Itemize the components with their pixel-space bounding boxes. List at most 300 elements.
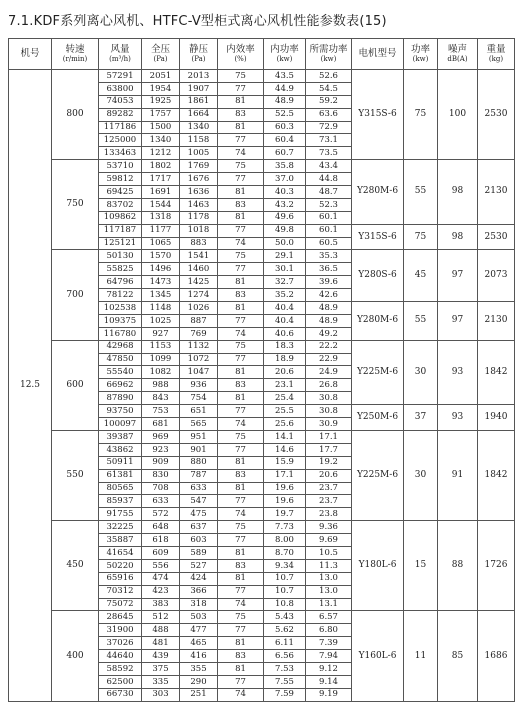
airflow-cell: 133463 xyxy=(99,147,142,160)
motor-model-cell: Y280M-6 xyxy=(352,302,404,341)
required-power-cell: 6.80 xyxy=(306,624,352,637)
internal-power-cell: 25.5 xyxy=(264,405,306,418)
header-label: 静压 xyxy=(188,43,208,55)
total-pressure-cell: 1691 xyxy=(142,186,180,199)
total-pressure-cell: 512 xyxy=(142,611,180,624)
total-pressure-cell: 423 xyxy=(142,585,180,598)
motor-noise-cell: 97 xyxy=(438,250,478,302)
airflow-cell: 87890 xyxy=(99,392,142,405)
internal-power-cell: 43.5 xyxy=(264,70,306,83)
airflow-cell: 63800 xyxy=(99,82,142,95)
total-pressure-cell: 681 xyxy=(142,418,180,431)
total-pressure-cell: 927 xyxy=(142,327,180,340)
motor-weight-cell: 2530 xyxy=(478,224,515,250)
required-power-cell: 59.2 xyxy=(306,95,352,108)
static-pressure-cell: 754 xyxy=(180,392,218,405)
total-pressure-cell: 1570 xyxy=(142,250,180,263)
airflow-cell: 55825 xyxy=(99,263,142,276)
internal-power-cell: 14.1 xyxy=(264,430,306,443)
motor-model-cell: Y315S-6 xyxy=(352,70,404,160)
internal-power-cell: 49.6 xyxy=(264,211,306,224)
motor-power-cell: 75 xyxy=(404,224,438,250)
efficiency-cell: 77 xyxy=(218,314,264,327)
internal-power-cell: 17.1 xyxy=(264,469,306,482)
header-unit: (r/min) xyxy=(62,55,88,64)
table-row xyxy=(9,521,515,534)
efficiency-cell: 74 xyxy=(218,237,264,250)
motor-noise-cell: 98 xyxy=(438,224,478,250)
required-power-cell: 9.19 xyxy=(306,688,352,701)
header-label: 功率 xyxy=(410,43,430,55)
total-pressure-cell: 375 xyxy=(142,662,180,675)
header-speed xyxy=(52,39,99,70)
total-pressure-cell: 988 xyxy=(142,379,180,392)
required-power-cell: 63.6 xyxy=(306,108,352,121)
total-pressure-cell: 481 xyxy=(142,637,180,650)
internal-power-cell: 25.4 xyxy=(264,392,306,405)
static-pressure-cell: 769 xyxy=(180,327,218,340)
table-row xyxy=(9,430,515,443)
motor-power-cell: 37 xyxy=(404,405,438,431)
efficiency-cell: 77 xyxy=(218,173,264,186)
efficiency-cell: 81 xyxy=(218,366,264,379)
internal-power-cell: 30.1 xyxy=(264,263,306,276)
required-power-cell: 24.9 xyxy=(306,366,352,379)
airflow-cell: 78122 xyxy=(99,289,142,302)
required-power-cell: 22.2 xyxy=(306,340,352,353)
motor-power-cell: 45 xyxy=(404,250,438,302)
internal-power-cell: 18.3 xyxy=(264,340,306,353)
internal-power-cell: 10.7 xyxy=(264,572,306,585)
motor-weight-cell: 2130 xyxy=(478,160,515,224)
efficiency-cell: 75 xyxy=(218,70,264,83)
efficiency-cell: 74 xyxy=(218,688,264,701)
static-pressure-cell: 424 xyxy=(180,572,218,585)
required-power-cell: 13.1 xyxy=(306,598,352,611)
efficiency-cell: 81 xyxy=(218,546,264,559)
static-pressure-cell: 465 xyxy=(180,637,218,650)
internal-power-cell: 40.4 xyxy=(264,302,306,315)
internal-power-cell: 6.11 xyxy=(264,637,306,650)
motor-weight-cell: 2073 xyxy=(478,250,515,302)
internal-power-cell: 35.2 xyxy=(264,289,306,302)
total-pressure-cell: 648 xyxy=(142,521,180,534)
header-label: 机号 xyxy=(20,48,40,60)
table-body xyxy=(9,70,515,702)
required-power-cell: 60.5 xyxy=(306,237,352,250)
total-pressure-cell: 335 xyxy=(142,675,180,688)
airflow-cell: 66962 xyxy=(99,379,142,392)
airflow-cell: 125000 xyxy=(99,134,142,147)
efficiency-cell: 77 xyxy=(218,353,264,366)
table-row xyxy=(9,340,515,353)
efficiency-cell: 77 xyxy=(218,82,264,95)
speed-cell: 450 xyxy=(52,521,99,611)
motor-noise-cell: 85 xyxy=(438,611,478,701)
motor-power-cell: 30 xyxy=(404,430,438,520)
internal-power-cell: 14.6 xyxy=(264,443,306,456)
motor-weight-cell: 1842 xyxy=(478,430,515,520)
required-power-cell: 26.8 xyxy=(306,379,352,392)
motor-model-cell: Y160L-6 xyxy=(352,611,404,701)
motor-model-cell: Y180L-6 xyxy=(352,521,404,611)
internal-power-cell: 35.8 xyxy=(264,160,306,173)
static-pressure-cell: 477 xyxy=(180,624,218,637)
internal-power-cell: 49.8 xyxy=(264,224,306,237)
efficiency-cell: 81 xyxy=(218,456,264,469)
internal-power-cell: 8.70 xyxy=(264,546,306,559)
efficiency-cell: 75 xyxy=(218,340,264,353)
internal-power-cell: 40.6 xyxy=(264,327,306,340)
static-pressure-cell: 1132 xyxy=(180,340,218,353)
internal-power-cell: 9.34 xyxy=(264,559,306,572)
required-power-cell: 48.9 xyxy=(306,302,352,315)
efficiency-cell: 74 xyxy=(218,508,264,521)
internal-power-cell: 7.73 xyxy=(264,521,306,534)
header-motor-power xyxy=(404,39,438,70)
required-power-cell: 9.14 xyxy=(306,675,352,688)
efficiency-cell: 83 xyxy=(218,379,264,392)
airflow-cell: 41654 xyxy=(99,546,142,559)
static-pressure-cell: 1664 xyxy=(180,108,218,121)
header-unit: (kw) xyxy=(412,55,429,64)
airflow-cell: 102538 xyxy=(99,302,142,315)
motor-noise-cell: 98 xyxy=(438,160,478,224)
internal-power-cell: 23.1 xyxy=(264,379,306,392)
total-pressure-cell: 1082 xyxy=(142,366,180,379)
efficiency-cell: 77 xyxy=(218,624,264,637)
required-power-cell: 9.36 xyxy=(306,521,352,534)
total-pressure-cell: 843 xyxy=(142,392,180,405)
static-pressure-cell: 1541 xyxy=(180,250,218,263)
airflow-cell: 75072 xyxy=(99,598,142,611)
total-pressure-cell: 303 xyxy=(142,688,180,701)
required-power-cell: 19.2 xyxy=(306,456,352,469)
required-power-cell: 9.69 xyxy=(306,534,352,547)
airflow-cell: 44640 xyxy=(99,650,142,663)
total-pressure-cell: 1148 xyxy=(142,302,180,315)
total-pressure-cell: 1925 xyxy=(142,95,180,108)
total-pressure-cell: 1473 xyxy=(142,276,180,289)
internal-power-cell: 19.7 xyxy=(264,508,306,521)
efficiency-cell: 81 xyxy=(218,211,264,224)
internal-power-cell: 43.2 xyxy=(264,198,306,211)
required-power-cell: 72.9 xyxy=(306,121,352,134)
efficiency-cell: 81 xyxy=(218,637,264,650)
static-pressure-cell: 1463 xyxy=(180,198,218,211)
efficiency-cell: 81 xyxy=(218,662,264,675)
performance-table xyxy=(8,38,515,702)
required-power-cell: 23.7 xyxy=(306,482,352,495)
header-unit: (m³/h) xyxy=(109,55,131,64)
efficiency-cell: 81 xyxy=(218,186,264,199)
airflow-cell: 47850 xyxy=(99,353,142,366)
header-motor-model xyxy=(352,39,404,70)
motor-noise-cell: 88 xyxy=(438,521,478,611)
motor-model-cell: Y280S-6 xyxy=(352,250,404,302)
airflow-cell: 43862 xyxy=(99,443,142,456)
efficiency-cell: 74 xyxy=(218,327,264,340)
airflow-cell: 64796 xyxy=(99,276,142,289)
airflow-cell: 117187 xyxy=(99,224,142,237)
total-pressure-cell: 1496 xyxy=(142,263,180,276)
static-pressure-cell: 951 xyxy=(180,430,218,443)
required-power-cell: 13.0 xyxy=(306,585,352,598)
static-pressure-cell: 1158 xyxy=(180,134,218,147)
total-pressure-cell: 474 xyxy=(142,572,180,585)
page-title: 7.1.KDF系列离心风机、HTFC-V型柜式离心风机性能参数表(15) xyxy=(8,14,387,29)
airflow-cell: 125121 xyxy=(99,237,142,250)
static-pressure-cell: 290 xyxy=(180,675,218,688)
required-power-cell: 23.8 xyxy=(306,508,352,521)
airflow-cell: 117186 xyxy=(99,121,142,134)
motor-weight-cell: 1940 xyxy=(478,405,515,431)
internal-power-cell: 48.9 xyxy=(264,95,306,108)
total-pressure-cell: 1500 xyxy=(142,121,180,134)
airflow-cell: 80565 xyxy=(99,482,142,495)
header-unit: (%) xyxy=(234,55,247,64)
static-pressure-cell: 637 xyxy=(180,521,218,534)
airflow-cell: 35887 xyxy=(99,534,142,547)
efficiency-cell: 77 xyxy=(218,534,264,547)
total-pressure-cell: 969 xyxy=(142,430,180,443)
internal-power-cell: 19.6 xyxy=(264,482,306,495)
airflow-cell: 42968 xyxy=(99,340,142,353)
header-label: 内效率 xyxy=(226,43,255,55)
airflow-cell: 53710 xyxy=(99,160,142,173)
internal-power-cell: 60.4 xyxy=(264,134,306,147)
static-pressure-cell: 1907 xyxy=(180,82,218,95)
internal-power-cell: 15.9 xyxy=(264,456,306,469)
internal-power-cell: 7.53 xyxy=(264,662,306,675)
total-pressure-cell: 1802 xyxy=(142,160,180,173)
header-unit: (Pa) xyxy=(153,55,168,64)
total-pressure-cell: 1954 xyxy=(142,82,180,95)
header-unit: dB(A) xyxy=(447,55,468,64)
motor-power-cell: 55 xyxy=(404,160,438,224)
airflow-cell: 50911 xyxy=(99,456,142,469)
static-pressure-cell: 416 xyxy=(180,650,218,663)
motor-weight-cell: 1726 xyxy=(478,521,515,611)
motor-model-cell: Y250M-6 xyxy=(352,405,404,431)
motor-model-cell: Y225M-6 xyxy=(352,430,404,520)
efficiency-cell: 81 xyxy=(218,276,264,289)
airflow-cell: 69425 xyxy=(99,186,142,199)
total-pressure-cell: 708 xyxy=(142,482,180,495)
total-pressure-cell: 909 xyxy=(142,456,180,469)
airflow-cell: 83702 xyxy=(99,198,142,211)
header-machine-no xyxy=(9,39,52,70)
efficiency-cell: 83 xyxy=(218,469,264,482)
required-power-cell: 22.9 xyxy=(306,353,352,366)
table-row xyxy=(9,160,515,173)
static-pressure-cell: 651 xyxy=(180,405,218,418)
airflow-cell: 32225 xyxy=(99,521,142,534)
speed-cell: 750 xyxy=(52,160,99,250)
airflow-cell: 58592 xyxy=(99,662,142,675)
static-pressure-cell: 883 xyxy=(180,237,218,250)
required-power-cell: 30.8 xyxy=(306,405,352,418)
header-label: 转速 xyxy=(65,43,85,55)
internal-power-cell: 50.0 xyxy=(264,237,306,250)
static-pressure-cell: 936 xyxy=(180,379,218,392)
efficiency-cell: 81 xyxy=(218,302,264,315)
header-row xyxy=(9,39,515,70)
motor-power-cell: 15 xyxy=(404,521,438,611)
static-pressure-cell: 2013 xyxy=(180,70,218,83)
airflow-cell: 66730 xyxy=(99,688,142,701)
header-internal-power xyxy=(264,39,306,70)
static-pressure-cell: 589 xyxy=(180,546,218,559)
internal-power-cell: 20.6 xyxy=(264,366,306,379)
efficiency-cell: 83 xyxy=(218,198,264,211)
required-power-cell: 36.5 xyxy=(306,263,352,276)
static-pressure-cell: 1018 xyxy=(180,224,218,237)
airflow-cell: 59812 xyxy=(99,173,142,186)
efficiency-cell: 74 xyxy=(218,147,264,160)
airflow-cell: 91755 xyxy=(99,508,142,521)
required-power-cell: 39.6 xyxy=(306,276,352,289)
airflow-cell: 61381 xyxy=(99,469,142,482)
motor-model-cell: Y280M-6 xyxy=(352,160,404,224)
airflow-cell: 50130 xyxy=(99,250,142,263)
motor-power-cell: 75 xyxy=(404,70,438,160)
motor-noise-cell: 93 xyxy=(438,405,478,431)
static-pressure-cell: 887 xyxy=(180,314,218,327)
header-label: 噪声 xyxy=(447,43,467,55)
required-power-cell: 52.6 xyxy=(306,70,352,83)
airflow-cell: 74053 xyxy=(99,95,142,108)
static-pressure-cell: 633 xyxy=(180,482,218,495)
static-pressure-cell: 1460 xyxy=(180,263,218,276)
airflow-cell: 89282 xyxy=(99,108,142,121)
motor-model-cell: Y225M-6 xyxy=(352,340,404,404)
table-row xyxy=(9,611,515,624)
efficiency-cell: 83 xyxy=(218,289,264,302)
internal-power-cell: 60.7 xyxy=(264,147,306,160)
static-pressure-cell: 366 xyxy=(180,585,218,598)
airflow-cell: 57291 xyxy=(99,70,142,83)
required-power-cell: 10.5 xyxy=(306,546,352,559)
static-pressure-cell: 1047 xyxy=(180,366,218,379)
required-power-cell: 54.5 xyxy=(306,82,352,95)
static-pressure-cell: 1636 xyxy=(180,186,218,199)
efficiency-cell: 81 xyxy=(218,95,264,108)
static-pressure-cell: 1005 xyxy=(180,147,218,160)
airflow-cell: 65916 xyxy=(99,572,142,585)
efficiency-cell: 77 xyxy=(218,134,264,147)
required-power-cell: 13.0 xyxy=(306,572,352,585)
airflow-cell: 37026 xyxy=(99,637,142,650)
required-power-cell: 73.1 xyxy=(306,134,352,147)
motor-power-cell: 11 xyxy=(404,611,438,701)
required-power-cell: 52.3 xyxy=(306,198,352,211)
efficiency-cell: 77 xyxy=(218,224,264,237)
header-label: 全压 xyxy=(150,43,170,55)
header-unit: (Pa) xyxy=(191,55,206,64)
static-pressure-cell: 318 xyxy=(180,598,218,611)
airflow-cell: 31900 xyxy=(99,624,142,637)
machine-no-cell: 12.5 xyxy=(9,70,52,702)
required-power-cell: 7.94 xyxy=(306,650,352,663)
header-label: 风量 xyxy=(110,43,130,55)
required-power-cell: 30.9 xyxy=(306,418,352,431)
required-power-cell: 49.2 xyxy=(306,327,352,340)
required-power-cell: 48.9 xyxy=(306,314,352,327)
airflow-cell: 109862 xyxy=(99,211,142,224)
static-pressure-cell: 565 xyxy=(180,418,218,431)
total-pressure-cell: 753 xyxy=(142,405,180,418)
airflow-cell: 100097 xyxy=(99,418,142,431)
header-unit: (kw) xyxy=(276,55,293,64)
static-pressure-cell: 503 xyxy=(180,611,218,624)
total-pressure-cell: 1757 xyxy=(142,108,180,121)
header-total-pressure xyxy=(142,39,180,70)
motor-weight-cell: 1686 xyxy=(478,611,515,701)
total-pressure-cell: 488 xyxy=(142,624,180,637)
total-pressure-cell: 1025 xyxy=(142,314,180,327)
airflow-cell: 50220 xyxy=(99,559,142,572)
required-power-cell: 60.1 xyxy=(306,224,352,237)
internal-power-cell: 8.00 xyxy=(264,534,306,547)
internal-power-cell: 52.5 xyxy=(264,108,306,121)
header-required-power xyxy=(306,39,352,70)
static-pressure-cell: 1026 xyxy=(180,302,218,315)
efficiency-cell: 77 xyxy=(218,443,264,456)
internal-power-cell: 25.6 xyxy=(264,418,306,431)
required-power-cell: 17.7 xyxy=(306,443,352,456)
total-pressure-cell: 383 xyxy=(142,598,180,611)
efficiency-cell: 77 xyxy=(218,263,264,276)
airflow-cell: 70312 xyxy=(99,585,142,598)
efficiency-cell: 77 xyxy=(218,675,264,688)
internal-power-cell: 7.59 xyxy=(264,688,306,701)
total-pressure-cell: 1153 xyxy=(142,340,180,353)
motor-power-cell: 30 xyxy=(404,340,438,404)
required-power-cell: 9.12 xyxy=(306,662,352,675)
airflow-cell: 62500 xyxy=(99,675,142,688)
total-pressure-cell: 556 xyxy=(142,559,180,572)
airflow-cell: 55540 xyxy=(99,366,142,379)
motor-noise-cell: 93 xyxy=(438,340,478,404)
header-label: 电机型号 xyxy=(358,48,397,60)
total-pressure-cell: 1099 xyxy=(142,353,180,366)
efficiency-cell: 74 xyxy=(218,418,264,431)
total-pressure-cell: 1065 xyxy=(142,237,180,250)
efficiency-cell: 75 xyxy=(218,521,264,534)
airflow-cell: 85937 xyxy=(99,495,142,508)
header-weight xyxy=(478,39,515,70)
static-pressure-cell: 787 xyxy=(180,469,218,482)
motor-weight-cell: 2530 xyxy=(478,70,515,160)
static-pressure-cell: 880 xyxy=(180,456,218,469)
total-pressure-cell: 830 xyxy=(142,469,180,482)
airflow-cell: 116780 xyxy=(99,327,142,340)
total-pressure-cell: 618 xyxy=(142,534,180,547)
required-power-cell: 17.1 xyxy=(306,430,352,443)
required-power-cell: 11.3 xyxy=(306,559,352,572)
airflow-cell: 109375 xyxy=(99,314,142,327)
internal-power-cell: 10.8 xyxy=(264,598,306,611)
efficiency-cell: 81 xyxy=(218,572,264,585)
speed-cell: 600 xyxy=(52,340,99,430)
required-power-cell: 35.3 xyxy=(306,250,352,263)
required-power-cell: 30.8 xyxy=(306,392,352,405)
required-power-cell: 44.8 xyxy=(306,173,352,186)
required-power-cell: 7.39 xyxy=(306,637,352,650)
header-airflow xyxy=(99,39,142,70)
efficiency-cell: 74 xyxy=(218,598,264,611)
